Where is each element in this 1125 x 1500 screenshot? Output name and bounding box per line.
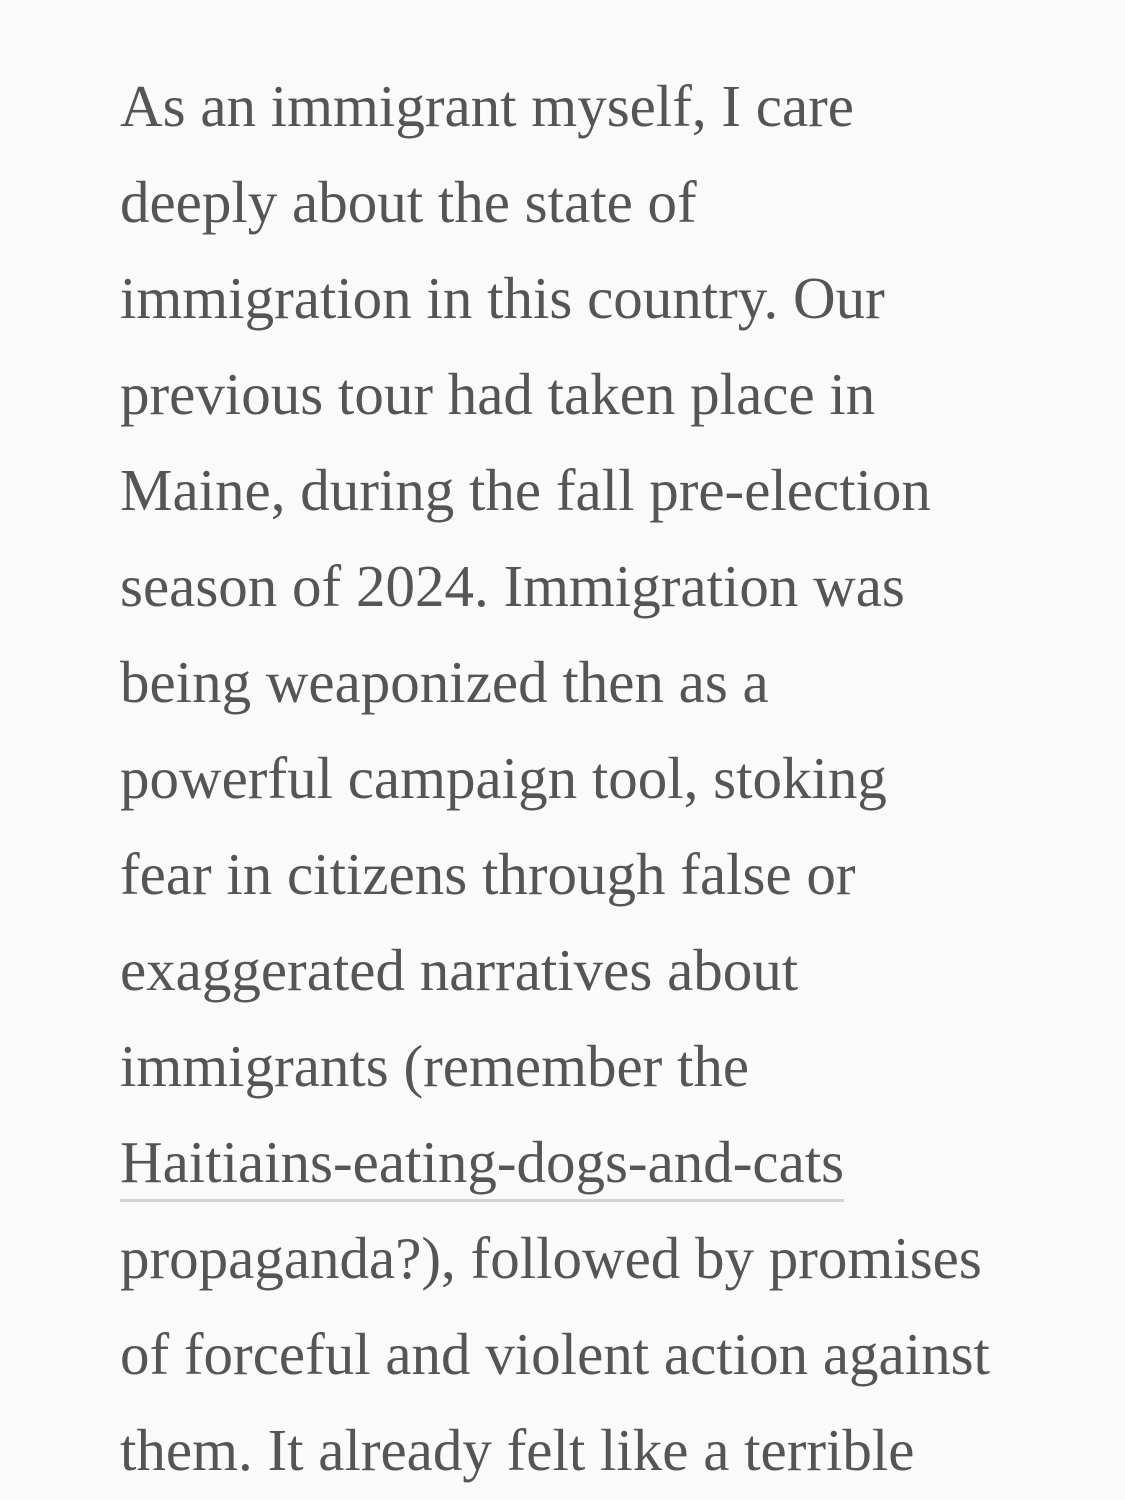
article-line: fear in citizens through false or — [120, 841, 856, 907]
article-line: season of 2024. Immigration was — [120, 553, 905, 619]
article-line: Maine, during the fall pre-election — [120, 457, 931, 523]
article-line: them. It already felt like a terrible — [120, 1417, 915, 1483]
article-line: propaganda?), followed by promises — [120, 1225, 982, 1291]
article-line: immigration in this country. Our — [120, 265, 885, 331]
article-line: exaggerated narratives about — [120, 937, 799, 1003]
article-line: being weaponized then as a — [120, 649, 769, 715]
article-body — [120, 58, 1020, 1498]
article-link-line — [120, 1114, 1020, 1210]
article-line: As an immigrant myself, I care — [120, 73, 854, 139]
article-line: deeply about the state of — [120, 169, 697, 235]
article-line: of forceful and violent action against — [120, 1321, 990, 1387]
haitians-propaganda-link[interactable]: Haitiains-eating-dogs-and-cats — [120, 1129, 844, 1202]
article-line: immigrants (remember the — [120, 1033, 750, 1099]
article-line: previous tour had taken place in — [120, 361, 876, 427]
article-line: powerful campaign tool, stoking — [120, 745, 887, 811]
